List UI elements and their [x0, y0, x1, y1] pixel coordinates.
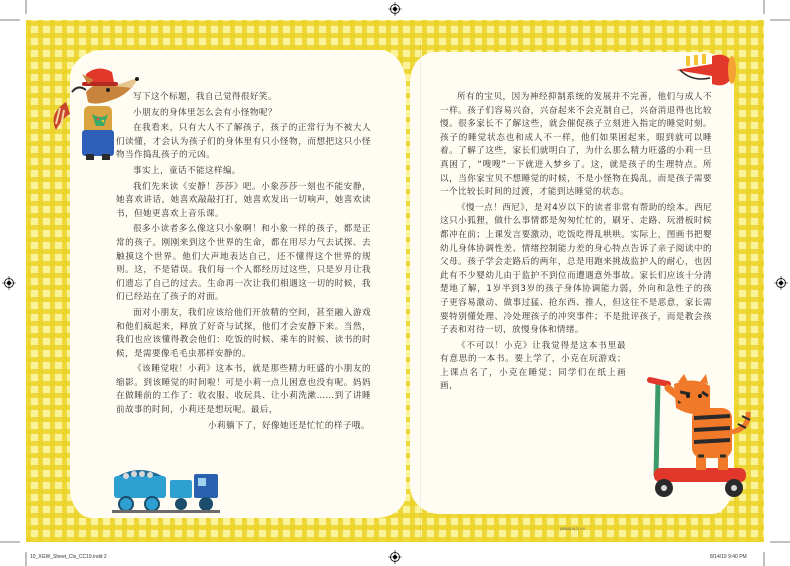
paragraph: 我们先来读《安静！莎莎》吧。小象莎莎一刻也不能安静，她喜欢讲话，她喜欢敲敲打打，她喜欢发出一切响声，她喜欢读书，但她更喜欢上音乐课。: [116, 181, 371, 219]
paragraph: 《慢一点！西尼》，是对4岁以下的读者非常有帮助的绘本。西尼这只小狐狸，做什么事情都是匆匆忙忙的，刷牙、走路、玩滑板时候都冲在前；上课发言要激动，吃饭吃得乱哄哄。实际上，图画书把婴幼儿身体协调性差、情绪控制能力差的身心特点告诉了亲子阅读中的父母。孩子学会走路后的两年，总是用跑来挑战监护人的耐心，也因此有不少婴幼儿由于监护不到位而遭遇意外事故。家长们应该十分清楚地了解，1岁半到3岁的孩子身体协调能力弱，外向和急性子的孩子更容易激动、做事过猛、抢东西、推人，但这往不是恶意，家长需要特别懂处理、冷处理孩子的冲突事件；不是批评孩子，而是教会孩子表和对待一切，放慢身体和情绪。: [440, 202, 712, 336]
paragraph: 所有的宝贝，因为神经抑制系统的发展并不完善，他们与成人不一样。孩子们容易兴奋，兴奋起来不会克制自己，兴奋消退得也比较慢。很多家长不了解这些，就会催促孩子立刻进入指定的睡觉时刻。孩子的睡觉状态也和成人不一样，他们如果困起来，眼到就可以睡着。了解了这些，家长们就明白了，为什么那么精力旺盛的小莉一旦真困了，“嗖嗖”一下就进入梦乡了。这，就是孩子的生理特点。所以，当你家宝贝不想睡觉的时候，不是小怪物在捣乱，而是孩子需要一个比较长时间的过渡，才能到达睡觉的状态。: [440, 92, 712, 198]
paragraph: 写下这个标题，我自己觉得很好笑。: [133, 92, 277, 102]
footer-date-time: 8/14/19 9:40 PM: [710, 554, 747, 560]
footer-file-name: 10_XGW_Sheet_Cls_CC19.indd 2: [30, 554, 107, 560]
paragraph: 很多小读者多么像这只小象啊！和小象一样的孩子，都是正常的孩子。刚刚来到这个世界的生命，都在用尽力气去试探、去触摸这个世界。他们大声地表达自己，还不懂得这个世界的规则。这，不是错误。我们每一个人都经历过这些，只是岁月让我们遗忘了自己的过去。生命再一次让我们相遇这一切的时候，我们已经站在了孩子的对面。: [116, 224, 371, 303]
paragraph: 小朋友的身体里怎么会有小怪物呢？: [133, 107, 277, 118]
paragraph: 在我看来，只有大人不了解孩子，孩子的正常行为不被大人们读懂，才会认为孩子们的身体里有只小怪物，而想把这只小怪物当作捣乱孩子的元凶。: [116, 123, 371, 161]
paragraph: 《不可以！小克》让我觉得是这本书里最有意思的一本书。要上学了，小克在玩游戏；上课点名了，小克在睡觉；同学们在纸上画画，: [440, 340, 626, 392]
paragraph: 面对小朋友，我们应该给他们开放精的空间，甚至融入游戏和他们疯起来，释放了好奇与试探，他们才会安静下来。当然，我们也应该懂得教会他们：吃饭的时候、乘车的时候、读书的时候，是需要像毛毛虫那样安静的。: [116, 307, 371, 359]
paragraph: 《该睡觉啦！小莉》这本书，就是那些精力旺盛的小朋友的缩影。到该睡觉的时间啦！可是小莉一点儿困意也没有呢。妈妈在做睡前的工作了：收衣服、收玩具、让小莉洗漱……到了讲睡前故事的时间，小莉还是想玩呢。最后，: [116, 364, 371, 416]
page-code: (88888-8(2) 9.9: [560, 527, 585, 531]
paragraph: 事实上，童话不能这样编。: [133, 165, 241, 176]
paragraph: 小莉躺下了，好像她还是忙忙的样子哦。: [208, 420, 370, 431]
